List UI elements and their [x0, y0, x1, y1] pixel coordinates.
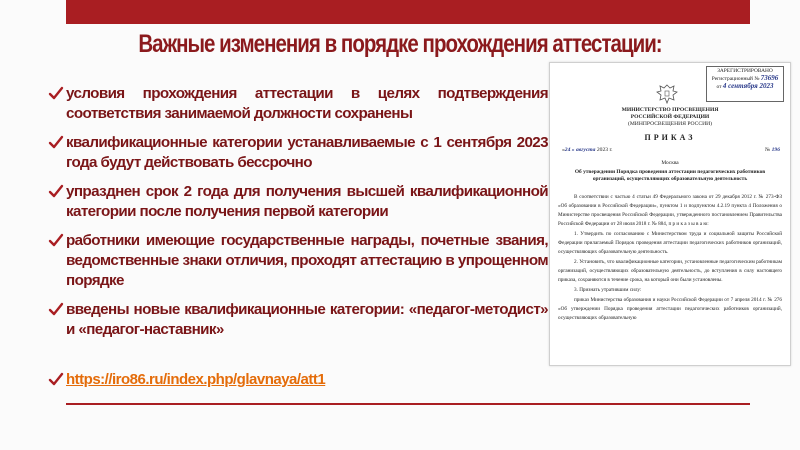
date-year: 2023 г. — [596, 147, 613, 153]
checkmark-icon — [48, 85, 64, 101]
document-paragraph: В соответствии с частью 4 статьи 49 Федерального закона от 29 декабря 2012 г. № 273-ФЗ «Об образовании в Российской Федерации», пунктом 1 и подпунктом 4.2.19 пункта 4 Положения о Министерстве просвещения Российской Федерации, утвержденного постановлением Правительства Российской Федерации от 28 июля 2018 г. № 884, п р и к а з ы в а ю: — [558, 194, 782, 227]
stamp-number: 73696 — [760, 74, 779, 82]
stamp-date: 4 сентября 2023 — [722, 82, 774, 90]
order-title: Об утверждении Порядка проведения аттестации педагогических работников организаций, осуществляющих образовательную деятельность — [574, 169, 766, 182]
bullet-item-link — [44, 370, 548, 390]
top-accent-band — [66, 0, 750, 24]
document-dateline — [562, 147, 780, 153]
ministry-header — [550, 107, 790, 128]
bullet-item — [44, 300, 548, 340]
document-paragraph: 3. Признать утратившим силу: — [574, 287, 642, 293]
bullet-item — [44, 231, 548, 291]
date-prefix: « — [562, 147, 565, 153]
order-document-image — [549, 62, 791, 366]
bullet-text: упразднен срок 2 года для получения высшей квалификационной категории после получения первой категории — [66, 183, 548, 220]
number-label: № — [764, 147, 771, 153]
document-body — [558, 193, 782, 324]
bullet-text: квалификационные категории устанавливаемые с 1 сентября 2023 года будут действовать бессрочно — [66, 134, 548, 171]
bottom-divider — [66, 403, 750, 405]
bullet-text: введены новые квалификационные категории: «педагог-методист» и «педагог-наставник» — [66, 301, 548, 338]
stamp-date-line — [709, 83, 781, 91]
bullet-text: условия прохождения аттестации в целях подтверждения соответствия занимаемой должности сохранены — [66, 85, 548, 122]
checkmark-icon — [48, 371, 64, 387]
ministry-line: (МИНПРОСВЕЩЕНИЯ РОССИИ) — [627, 121, 713, 127]
document-paragraph: 1. Утвердить по согласованию с Министерством труда и социальной защиты Российской Федерации прилагаемый Порядок проведения аттестации педагогических работников организаций, осуществляющих образовательную деятельность. — [558, 231, 782, 255]
stamp-title: ЗАРЕГИСТРИРОВАНО — [717, 68, 773, 74]
bullet-item — [44, 84, 548, 124]
checkmark-icon — [48, 183, 64, 199]
document-paragraph: приказ Министерства образования и науки Российской Федерации от 7 апреля 2014 г. № 276 «Об утверждении Порядка проведения аттестации педагогических работников организаций, осуществляющих образовательную — [558, 297, 782, 321]
bullet-item — [44, 133, 548, 173]
document-city: Москва — [661, 160, 679, 166]
stamp-date-label: от — [716, 84, 722, 90]
registration-stamp — [706, 66, 784, 102]
ministry-line: МИНИСТЕРСТВО ПРОСВЕЩЕНИЯ — [621, 107, 719, 113]
handwritten-date: 24 » августа — [564, 147, 596, 153]
attestation-link[interactable]: https://iro86.ru/index.php/glavnaya/att1 — [66, 371, 326, 388]
slide-title: Важные изменения в порядке прохождения аттестации: — [138, 30, 662, 58]
checkmark-icon — [48, 232, 64, 248]
order-number: 196 — [771, 147, 780, 153]
coat-of-arms-icon — [655, 83, 679, 105]
document-heading: ПРИКАЗ — [644, 133, 696, 142]
checkmark-icon — [48, 301, 64, 317]
stamp-number-label: Регистрационный № — [711, 76, 760, 82]
bullet-text: работники имеющие государственные награды, почетные звания, ведомственные знаки отличия, проходят аттестацию в упрощенном порядке — [66, 232, 548, 289]
document-paragraph: 2. Установить, что квалификационные категории, установленные педагогическим работникам организаций, осуществляющих образовательную деятельность, до вступления в силу настоящего приказа, сохраняются в течение срока, на который они были установлены. — [558, 259, 782, 283]
bullet-item — [44, 182, 548, 222]
bullet-list — [44, 84, 548, 399]
checkmark-icon — [48, 134, 64, 150]
ministry-line: РОССИЙСКОЙ ФЕДЕРАЦИИ — [630, 114, 710, 120]
